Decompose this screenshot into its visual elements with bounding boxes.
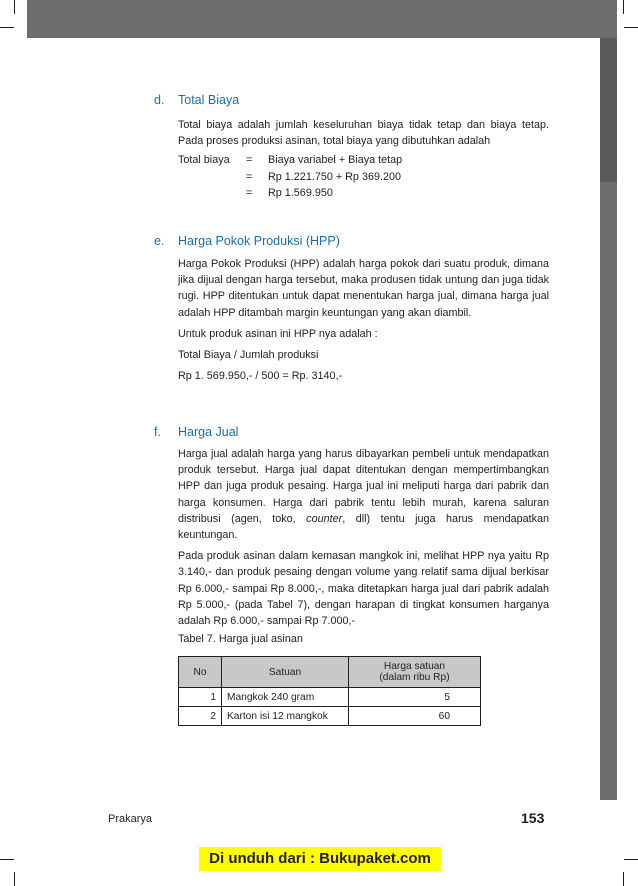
cell-harga: 5 <box>349 688 481 707</box>
formula-eq: = <box>246 170 253 183</box>
table-caption: Tabel 7. Harga jual asinan <box>178 633 303 645</box>
crop-mark <box>14 872 15 886</box>
formula-label: Total biaya <box>178 154 230 167</box>
table-row <box>179 688 481 707</box>
paragraph: Rp 1. 569.950,- / 500 = Rp. 3140,- <box>178 370 343 383</box>
paragraph <box>178 446 549 543</box>
header-satuan: Satuan <box>222 657 349 688</box>
section-hpp <box>154 233 549 384</box>
price-table <box>178 656 481 726</box>
side-tab <box>600 182 617 800</box>
paragraph-text: , dll) tentu juga harus mendapatkan keuntungan. <box>178 512 550 542</box>
paragraph: Pada produk asinan dalam kemasan mangkok ini, melihat HPP nya yaitu Rp 3.140,- dan produk pesaing dengan volume yang relatif sama dijual berkisar Rp 6.000,- sampai Rp 8.000,-, maka ditetapkan harga jual dari pabrik adalah Rp 5.000,- (pada Tabel 7), dengan harapan di tingkat konsumen harganya adalah Rp 6.000,- sampai Rp 7.000,- <box>178 550 549 628</box>
section-letter: f. <box>154 425 161 439</box>
section-heading <box>154 92 549 108</box>
section-harga-jual <box>154 424 549 629</box>
page-number: 153 <box>521 810 545 826</box>
header-bar <box>27 0 617 38</box>
crop-mark <box>14 0 15 14</box>
header-harga <box>349 657 481 688</box>
download-banner[interactable]: Di unduh dari : Bukupaket.com <box>199 847 441 871</box>
cell-no: 2 <box>179 707 222 726</box>
crop-mark <box>0 859 14 860</box>
section-title: Total Biaya <box>178 93 240 107</box>
crop-mark <box>623 0 624 14</box>
crop-mark <box>624 859 638 860</box>
cell-no: 1 <box>179 688 222 707</box>
side-tab-dark <box>600 38 617 182</box>
section-heading <box>154 233 549 249</box>
crop-mark <box>0 27 14 28</box>
cell-harga: 60 <box>349 707 481 726</box>
footer-book-title: Prakarya <box>108 813 153 825</box>
section-letter: d. <box>154 93 165 107</box>
cell-satuan: Karton isi 12 mangkok <box>222 707 349 726</box>
formula-row <box>178 185 549 201</box>
paragraph: Total biaya adalah jumlah keseluruhan biaya tidak tetap dan biaya tetap. Pada proses produksi asinan, total biaya yang dibutuhkan adalah <box>178 119 549 148</box>
formula-value: Biaya variabel + Biaya tetap <box>268 154 403 167</box>
formula-eq: = <box>246 186 253 199</box>
table-header-row <box>179 657 481 688</box>
formula-eq: = <box>246 154 253 167</box>
formula-label <box>178 169 246 185</box>
paragraph: Total Biaya / Jumlah produksi <box>178 349 319 362</box>
header-no: No <box>179 657 222 688</box>
section-heading <box>154 424 549 440</box>
formula-block <box>178 152 549 201</box>
cell-satuan: Mangkok 240 gram <box>222 688 349 707</box>
formula-row <box>178 152 549 168</box>
formula-value: Rp 1.221.750 + Rp 369.200 <box>268 170 401 183</box>
paragraph: Untuk produk asinan ini HPP nya adalah : <box>178 327 378 340</box>
header-harga-line1: Harga satuan <box>383 661 446 672</box>
paragraph: Harga Pokok Produksi (HPP) adalah harga pokok dari suatu produk, dimana jika dijual dengan harga tersebut, maka produsen tidak untung dan juga tidak rugi. HPP ditentukan untuk dapat menentukan harga jual, dimana harga jual adalah HPP ditambah margin keuntungan yang akan diambil. <box>178 258 549 319</box>
header-harga-line2: (dalam ribu Rp) <box>379 672 450 683</box>
section-total-biaya <box>154 92 549 201</box>
formula-row <box>178 169 549 185</box>
crop-mark <box>624 27 638 28</box>
crop-mark <box>623 872 624 886</box>
table-row <box>179 707 481 726</box>
section-title: Harga Jual <box>178 425 239 439</box>
section-letter: e. <box>154 234 165 248</box>
formula-label <box>178 185 246 201</box>
paragraph-text: Harga jual adalah harga yang harus dibayarkan pembeli untuk mendapatkan produk tersebut. Harga jual dapat ditentukan dengan mempertimbangkan HPP dan juga produk pesaing. Harga jual ini meliputi harga dari pabrik dan harga konsumen. Harga dari pabrik tentu lebih murah, karena saluran distribusi (agen, toko, <box>178 448 549 525</box>
section-title: Harga Pokok Produksi (HPP) <box>178 234 340 248</box>
emphasis-text: counter <box>306 512 343 525</box>
formula-value: Rp 1.569.950 <box>268 186 333 199</box>
